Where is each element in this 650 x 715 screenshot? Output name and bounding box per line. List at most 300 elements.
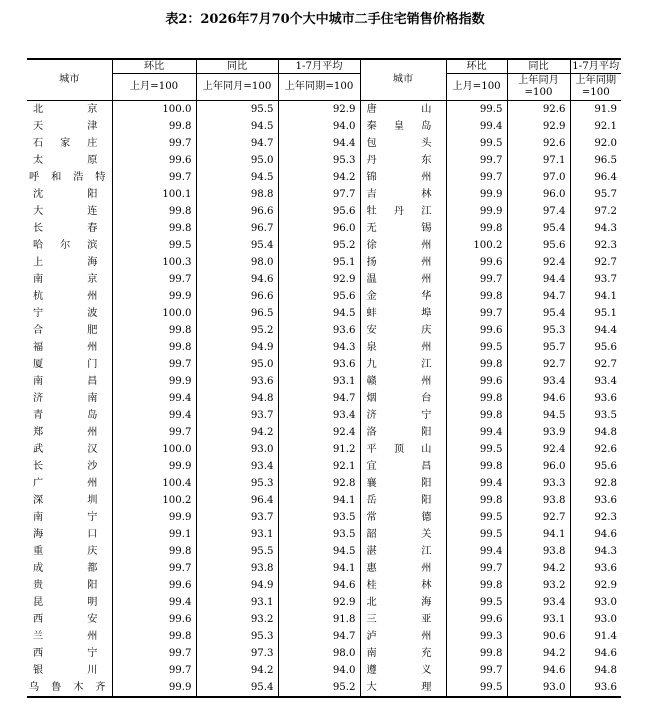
yoy-cell-right: 97.0 (507, 169, 570, 186)
avg-cell-right: 94.6 (594, 648, 617, 659)
mom-cell-right: 99.8 (446, 645, 507, 662)
city-cell-left: 长 春 (27, 220, 112, 237)
mom-cell-left: 100.0 (112, 441, 196, 458)
mom-cell-right: 99.8 (446, 492, 507, 509)
yoy-cell-right: 94.4 (507, 271, 570, 288)
yoy-cell-left: 94.5 (196, 118, 278, 135)
yoy-cell-right: 95.3 (507, 322, 570, 339)
mom-cell-left: 99.1 (112, 526, 196, 543)
avg-cell-left: 92.4 (278, 424, 360, 441)
yoy-cell-left: 93.8 (196, 560, 278, 577)
avg-cell-left: 93.5 (278, 509, 360, 526)
avg-cell-right: 92.6 (594, 444, 617, 455)
yoy-cell-left: 94.9 (196, 577, 278, 594)
city-cell-left: 西 安 (27, 611, 112, 628)
yoy-cell-right: 93.9 (507, 424, 570, 441)
avg-cell-left: 95.3 (278, 152, 360, 169)
city-cell-left: 银 川 (27, 662, 112, 679)
table-row (27, 101, 621, 119)
yoy-cell-left: 93.1 (196, 594, 278, 611)
yoy-cell-left: 96.7 (196, 220, 278, 237)
table-row (27, 407, 621, 424)
yoy-cell-right: 90.6 (507, 628, 570, 645)
mom-cell-left: 99.7 (112, 424, 196, 441)
mom-cell-right: 99.5 (446, 441, 507, 458)
table-row (27, 305, 621, 322)
city-cell-left: 长 沙 (27, 458, 112, 475)
yoy-cell-right: 92.6 (507, 101, 570, 119)
city-cell-right: 三 亚 (360, 611, 446, 628)
city-cell-left: 广 州 (27, 475, 112, 492)
avg-cell-right: 91.9 (594, 104, 617, 115)
yoy-cell-right: 93.4 (507, 373, 570, 390)
city-cell-right: 安 庆 (360, 322, 446, 339)
city-cell-left: 北 京 (27, 101, 112, 119)
city-cell-left: 济 南 (27, 390, 112, 407)
mom-cell-left: 99.6 (112, 152, 196, 169)
header-city-left: 城市 (27, 59, 112, 101)
table-row (27, 628, 621, 645)
city-cell-left: 哈尔滨 (27, 237, 112, 254)
city-cell-right: 锦 州 (360, 169, 446, 186)
city-cell-left: 厦 门 (27, 356, 112, 373)
table-row (27, 118, 621, 135)
yoy-cell-right: 94.6 (507, 390, 570, 407)
city-cell-right: 北 海 (360, 594, 446, 611)
yoy-cell-right: 94.2 (507, 560, 570, 577)
mom-cell-right: 99.8 (446, 458, 507, 475)
yoy-cell-right: 94.2 (507, 645, 570, 662)
yoy-cell-left: 93.1 (196, 526, 278, 543)
yoy-cell-left: 96.5 (196, 305, 278, 322)
mom-cell-right: 99.7 (446, 662, 507, 679)
mom-cell-left: 99.7 (112, 560, 196, 577)
mom-cell-left: 99.6 (112, 577, 196, 594)
mom-cell-right: 99.4 (446, 475, 507, 492)
yoy-cell-left: 94.7 (196, 135, 278, 152)
city-cell-left: 郑 州 (27, 424, 112, 441)
table-row (27, 509, 621, 526)
yoy-cell-left: 94.9 (196, 339, 278, 356)
yoy-cell-left: 93.0 (196, 441, 278, 458)
mom-cell-right: 99.9 (446, 186, 507, 203)
yoy-cell-right: 93.0 (507, 679, 570, 697)
avg-cell-left: 94.1 (278, 492, 360, 509)
city-cell-right: 湛 江 (360, 543, 446, 560)
city-cell-right: 遵 义 (360, 662, 446, 679)
mom-cell-right: 99.4 (446, 118, 507, 135)
city-cell-right: 扬 州 (360, 254, 446, 271)
mom-cell-right: 99.7 (446, 169, 507, 186)
yoy-cell-right: 93.4 (507, 594, 570, 611)
avg-cell-right: 94.4 (594, 325, 617, 336)
table-row (27, 186, 621, 203)
mom-cell-right: 99.5 (446, 101, 507, 119)
mom-cell-right: 99.8 (446, 220, 507, 237)
avg-cell-left: 94.0 (278, 118, 360, 135)
avg-cell-left: 94.6 (278, 577, 360, 594)
yoy-cell-left: 97.3 (196, 645, 278, 662)
header-yoy-left: 同比 (196, 59, 278, 74)
mom-cell-right: 99.8 (446, 356, 507, 373)
mom-cell-right: 99.5 (446, 509, 507, 526)
avg-cell-right: 95.1 (594, 308, 617, 319)
table-row (27, 254, 621, 271)
yoy-cell-left: 93.7 (196, 407, 278, 424)
yoy-cell-right: 96.0 (507, 186, 570, 203)
city-cell-right: 赣 州 (360, 373, 446, 390)
yoy-cell-left: 95.2 (196, 322, 278, 339)
city-cell-left: 昆 明 (27, 594, 112, 611)
avg-cell-right: 93.6 (594, 495, 617, 506)
header-yoy-sub-right: 上年同月=100 (507, 74, 570, 101)
table-row (27, 475, 621, 492)
city-cell-right: 泸 州 (360, 628, 446, 645)
avg-cell-right: 92.3 (594, 240, 617, 251)
yoy-cell-right: 92.6 (507, 135, 570, 152)
yoy-cell-right: 92.9 (507, 118, 570, 135)
yoy-cell-left: 93.7 (196, 509, 278, 526)
mom-cell-right: 99.4 (446, 543, 507, 560)
city-cell-left: 重 庆 (27, 543, 112, 560)
yoy-cell-right: 92.7 (507, 356, 570, 373)
avg-cell-left: 94.5 (278, 305, 360, 322)
city-cell-right: 桂 林 (360, 577, 446, 594)
mom-cell-left: 100.1 (112, 186, 196, 203)
avg-cell-left: 93.4 (278, 407, 360, 424)
city-cell-right: 济 宁 (360, 407, 446, 424)
city-cell-left: 深 圳 (27, 492, 112, 509)
avg-cell-left: 94.1 (278, 560, 360, 577)
avg-cell-left: 95.6 (278, 288, 360, 305)
header-avg-right: 1-7月平均 (570, 59, 621, 74)
avg-cell-right: 94.3 (594, 546, 617, 557)
yoy-cell-left: 94.2 (196, 662, 278, 679)
table-row (27, 220, 621, 237)
mom-cell-left: 100.3 (112, 254, 196, 271)
mom-cell-right: 99.6 (446, 373, 507, 390)
city-cell-right: 金 华 (360, 288, 446, 305)
city-cell-right: 蚌 埠 (360, 305, 446, 322)
table-row (27, 373, 621, 390)
yoy-cell-left: 96.6 (196, 288, 278, 305)
yoy-cell-right: 96.0 (507, 458, 570, 475)
mom-cell-right: 99.5 (446, 679, 507, 697)
header-avg-sub-right: 上年同期=100 (570, 74, 621, 101)
avg-cell-left: 93.1 (278, 373, 360, 390)
mom-cell-left: 99.9 (112, 679, 196, 697)
avg-cell-left: 92.9 (278, 101, 360, 119)
yoy-cell-right: 93.1 (507, 611, 570, 628)
table-row (27, 679, 621, 697)
yoy-cell-left: 98.0 (196, 254, 278, 271)
avg-cell-right: 94.1 (594, 291, 617, 302)
mom-cell-right: 99.6 (446, 322, 507, 339)
yoy-cell-left: 95.4 (196, 679, 278, 697)
mom-cell-right: 99.5 (446, 339, 507, 356)
city-cell-right: 常 德 (360, 509, 446, 526)
yoy-cell-left: 94.6 (196, 271, 278, 288)
mom-cell-right: 99.6 (446, 254, 507, 271)
avg-cell-left: 94.5 (278, 543, 360, 560)
yoy-cell-left: 96.6 (196, 203, 278, 220)
avg-cell-left: 92.8 (278, 475, 360, 492)
city-cell-left: 南 京 (27, 271, 112, 288)
table-row (27, 339, 621, 356)
yoy-cell-right: 94.1 (507, 526, 570, 543)
city-cell-right: 韶 关 (360, 526, 446, 543)
yoy-cell-right: 93.8 (507, 492, 570, 509)
header-yoy-right: 同比 (507, 59, 570, 74)
yoy-cell-right: 93.8 (507, 543, 570, 560)
avg-cell-left: 95.2 (278, 679, 360, 697)
yoy-cell-left: 93.6 (196, 373, 278, 390)
city-cell-left: 石家庄 (27, 135, 112, 152)
avg-cell-left: 94.7 (278, 390, 360, 407)
table-row (27, 322, 621, 339)
yoy-cell-right: 95.4 (507, 305, 570, 322)
avg-cell-right: 93.6 (570, 679, 621, 697)
header-mom-left: 环比 (112, 59, 196, 74)
city-cell-left: 青 岛 (27, 407, 112, 424)
table-row (27, 203, 621, 220)
yoy-cell-left: 94.2 (196, 424, 278, 441)
mom-cell-left: 100.0 (112, 101, 196, 119)
avg-cell-left: 94.3 (278, 339, 360, 356)
avg-cell-left: 94.7 (278, 628, 360, 645)
yoy-cell-right: 92.4 (507, 441, 570, 458)
city-cell-left: 天 津 (27, 118, 112, 135)
city-cell-right: 平顶山 (360, 441, 446, 458)
avg-cell-right: 93.5 (594, 410, 617, 421)
city-cell-right: 南 充 (360, 645, 446, 662)
city-cell-left: 乌鲁木齐 (27, 679, 112, 697)
avg-cell-right: 93.7 (594, 274, 617, 285)
city-cell-right: 烟 台 (360, 390, 446, 407)
mom-cell-right: 99.7 (446, 152, 507, 169)
city-cell-left: 海 口 (27, 526, 112, 543)
avg-cell-right: 92.7 (594, 257, 617, 268)
city-cell-right: 无 锡 (360, 220, 446, 237)
avg-cell-right: 92.1 (594, 121, 617, 132)
mom-cell-left: 99.8 (112, 203, 196, 220)
avg-cell-left: 98.0 (278, 645, 360, 662)
yoy-cell-right: 94.5 (507, 407, 570, 424)
mom-cell-left: 99.7 (112, 645, 196, 662)
avg-cell-right: 94.6 (594, 529, 617, 540)
city-cell-left: 太 原 (27, 152, 112, 169)
yoy-cell-left: 95.3 (196, 475, 278, 492)
table-row (27, 543, 621, 560)
avg-cell-right: 94.8 (594, 665, 617, 676)
yoy-cell-left: 96.4 (196, 492, 278, 509)
table-row (27, 611, 621, 628)
mom-cell-right: 99.9 (446, 203, 507, 220)
city-cell-right: 泉 州 (360, 339, 446, 356)
header-mom-right: 环比 (446, 59, 507, 74)
mom-cell-right: 99.3 (446, 628, 507, 645)
mom-cell-left: 99.5 (112, 237, 196, 254)
avg-cell-right: 95.7 (594, 189, 617, 200)
header-avg-left: 1-7月平均 (278, 59, 360, 74)
mom-cell-left: 99.7 (112, 356, 196, 373)
mom-cell-right: 99.8 (446, 390, 507, 407)
yoy-cell-left: 98.8 (196, 186, 278, 203)
mom-cell-left: 100.2 (112, 492, 196, 509)
city-cell-right: 徐 州 (360, 237, 446, 254)
avg-cell-left: 92.9 (278, 594, 360, 611)
mom-cell-left: 99.9 (112, 509, 196, 526)
city-cell-left: 兰 州 (27, 628, 112, 645)
mom-cell-left: 99.9 (112, 288, 196, 305)
mom-cell-left: 99.8 (112, 322, 196, 339)
city-cell-right: 吉 林 (360, 186, 446, 203)
avg-cell-right: 93.4 (594, 376, 617, 387)
avg-cell-left: 91.8 (278, 611, 360, 628)
yoy-cell-left: 95.5 (196, 543, 278, 560)
avg-cell-right: 94.8 (594, 427, 617, 438)
mom-cell-right: 99.5 (446, 526, 507, 543)
mom-cell-right: 99.8 (446, 577, 507, 594)
city-cell-left: 成 都 (27, 560, 112, 577)
table-row (27, 441, 621, 458)
table-row (27, 152, 621, 169)
mom-cell-left: 99.8 (112, 220, 196, 237)
avg-cell-right: 96.4 (594, 172, 617, 183)
city-cell-right: 宜 昌 (360, 458, 446, 475)
avg-cell-left: 94.2 (278, 169, 360, 186)
city-cell-right: 牡丹江 (360, 203, 446, 220)
mom-cell-right: 100.2 (446, 237, 507, 254)
yoy-cell-left: 94.5 (196, 169, 278, 186)
city-cell-left: 武 汉 (27, 441, 112, 458)
city-cell-right: 唐 山 (360, 101, 446, 119)
city-cell-right: 包 头 (360, 135, 446, 152)
yoy-cell-right: 97.1 (507, 152, 570, 169)
table-row (27, 288, 621, 305)
city-cell-left: 杭 州 (27, 288, 112, 305)
yoy-cell-right: 95.7 (507, 339, 570, 356)
avg-cell-left: 95.1 (278, 254, 360, 271)
header-city-right: 城市 (360, 59, 446, 101)
mom-cell-right: 99.5 (446, 594, 507, 611)
table-row (27, 169, 621, 186)
city-cell-left: 福 州 (27, 339, 112, 356)
mom-cell-right: 99.5 (446, 135, 507, 152)
table-row (27, 458, 621, 475)
avg-cell-left: 95.2 (278, 237, 360, 254)
mom-cell-left: 99.9 (112, 373, 196, 390)
table-title: 表2：2026年7月70个大中城市二手住宅销售价格指数 (165, 12, 485, 27)
yoy-cell-left: 94.8 (196, 390, 278, 407)
table-row (27, 135, 621, 152)
mom-cell-left: 99.8 (112, 339, 196, 356)
avg-cell-left: 91.2 (278, 441, 360, 458)
mom-cell-left: 99.8 (112, 628, 196, 645)
city-cell-left: 西 宁 (27, 645, 112, 662)
mom-cell-left: 99.8 (112, 543, 196, 560)
avg-cell-left: 95.6 (278, 203, 360, 220)
mom-cell-right: 99.6 (446, 611, 507, 628)
mom-cell-left: 100.0 (112, 305, 196, 322)
table-row (27, 237, 621, 254)
avg-cell-right: 93.6 (594, 393, 617, 404)
mom-cell-left: 99.7 (112, 169, 196, 186)
mom-cell-left: 99.4 (112, 390, 196, 407)
table-row (27, 390, 621, 407)
table-row (27, 424, 621, 441)
yoy-cell-left: 93.2 (196, 611, 278, 628)
city-cell-right: 九 江 (360, 356, 446, 373)
avg-cell-right: 92.3 (594, 512, 617, 523)
header-avg-sub-left: 上年同期=100 (278, 74, 360, 101)
city-cell-right: 丹 东 (360, 152, 446, 169)
yoy-cell-left: 93.4 (196, 458, 278, 475)
table-row (27, 662, 621, 679)
mom-cell-right: 99.8 (446, 407, 507, 424)
mom-cell-left: 99.7 (112, 662, 196, 679)
mom-cell-left: 99.7 (112, 271, 196, 288)
city-cell-right: 秦皇岛 (360, 118, 446, 135)
avg-cell-right: 94.3 (594, 223, 617, 234)
avg-cell-right: 93.0 (594, 597, 617, 608)
table-row (27, 271, 621, 288)
city-cell-left: 南 昌 (27, 373, 112, 390)
table-row (27, 492, 621, 509)
mom-cell-right: 99.7 (446, 305, 507, 322)
avg-cell-right: 93.6 (594, 563, 617, 574)
avg-cell-left: 94.4 (278, 135, 360, 152)
yoy-cell-left: 95.0 (196, 356, 278, 373)
mom-cell-left: 99.6 (112, 611, 196, 628)
mom-cell-left: 99.8 (112, 118, 196, 135)
mom-cell-left: 99.4 (112, 407, 196, 424)
avg-cell-right: 97.2 (594, 206, 617, 217)
yoy-cell-right: 93.3 (507, 475, 570, 492)
yoy-cell-right: 95.6 (507, 237, 570, 254)
mom-cell-left: 99.9 (112, 458, 196, 475)
city-cell-left: 贵 阳 (27, 577, 112, 594)
yoy-cell-left: 95.5 (196, 101, 278, 119)
yoy-cell-left: 95.0 (196, 152, 278, 169)
table-row (27, 526, 621, 543)
avg-cell-right: 92.7 (594, 359, 617, 370)
header-mom-sub-left: 上月=100 (112, 74, 196, 101)
city-cell-right: 襄 阳 (360, 475, 446, 492)
yoy-cell-right: 95.4 (507, 220, 570, 237)
city-cell-left: 呼和浩特 (27, 169, 112, 186)
mom-cell-right: 99.7 (446, 271, 507, 288)
table-row (27, 645, 621, 662)
avg-cell-right: 93.0 (594, 614, 617, 625)
avg-cell-left: 97.7 (278, 186, 360, 203)
city-cell-right: 温 州 (360, 271, 446, 288)
mom-cell-left: 100.4 (112, 475, 196, 492)
city-cell-right: 岳 阳 (360, 492, 446, 509)
yoy-cell-left: 95.3 (196, 628, 278, 645)
city-cell-left: 合 肥 (27, 322, 112, 339)
yoy-cell-right: 92.4 (507, 254, 570, 271)
mom-cell-left: 99.4 (112, 594, 196, 611)
table-body (27, 101, 621, 698)
table-row (27, 356, 621, 373)
mom-cell-left: 99.7 (112, 135, 196, 152)
avg-cell-left: 93.6 (278, 322, 360, 339)
yoy-cell-right: 97.4 (507, 203, 570, 220)
mom-cell-right: 99.4 (446, 424, 507, 441)
yoy-cell-right: 93.2 (507, 577, 570, 594)
city-cell-left: 南 宁 (27, 509, 112, 526)
